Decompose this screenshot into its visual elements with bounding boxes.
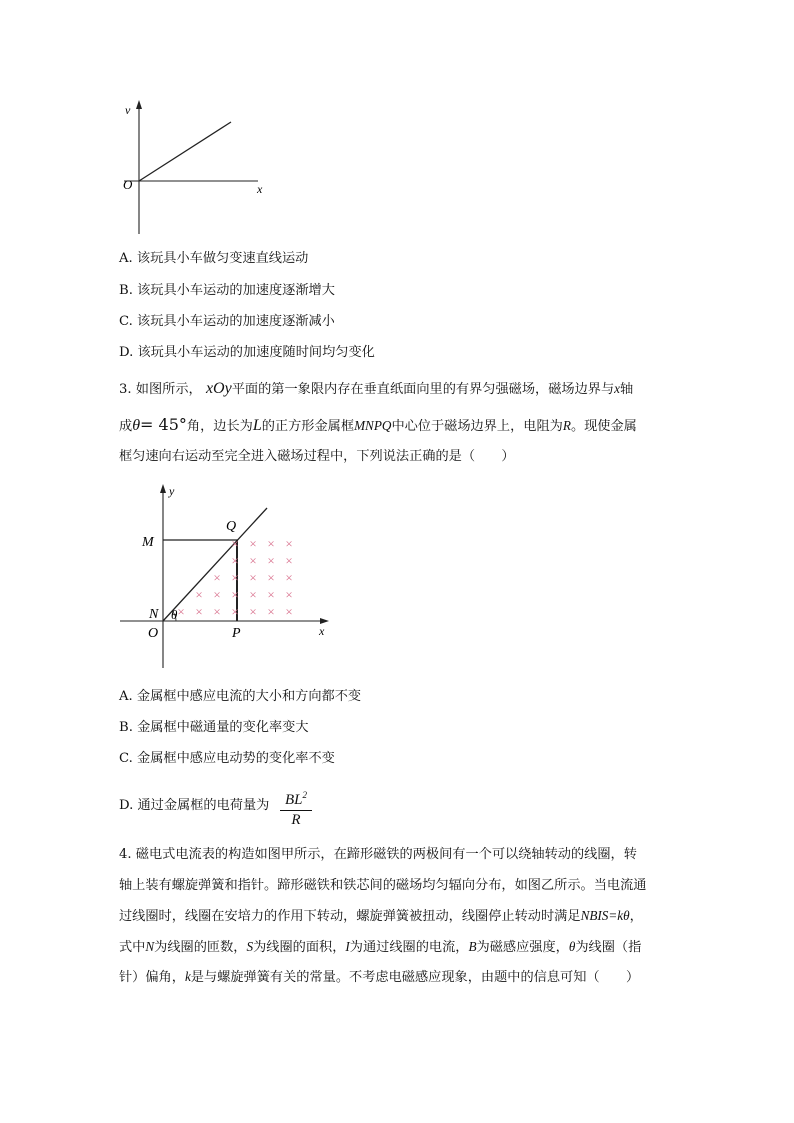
q4-stem-line3: 过线圈时，线圈在安培力的作用下转动，螺旋弹簧被扭动，线圈停止转动时满足NBIS=kθ， — [119, 908, 643, 924]
fig-label-p: P — [232, 626, 241, 641]
q3-option-c: C. 金属框中感应电动势的变化率不变 — [119, 751, 335, 766]
q3-option-b: B. 金属框中磁通量的变化率变大 — [119, 720, 309, 735]
field-cross: × — [267, 553, 275, 568]
graph-x-label: x — [257, 182, 263, 196]
field-cross: × — [249, 587, 257, 602]
field-cross: × — [231, 570, 239, 585]
q3-stem-line2: 成θ= 45°角，边长为L的正方形金属框MNPQ中心位于磁场边界上，电阻为R。现使金属 — [119, 415, 637, 434]
q2-option-c: C. 该玩具小车运动的加速度逐渐减小 — [119, 314, 335, 329]
fig-label-q: Q — [226, 519, 237, 534]
field-cross: × — [285, 587, 293, 602]
field-cross: × — [231, 587, 239, 602]
q3-option-d: D. 通过金属框的电荷量为 — [119, 798, 270, 813]
field-cross: × — [267, 604, 275, 619]
q2-option-a: A. 该玩具小车做匀变速直线运动 — [119, 251, 309, 266]
field-cross: × — [213, 587, 221, 602]
field-cross: × — [231, 536, 239, 551]
field-cross: × — [285, 604, 293, 619]
field-cross: × — [285, 536, 293, 551]
field-cross: × — [249, 553, 257, 568]
field-cross: × — [285, 553, 293, 568]
field-cross: × — [267, 536, 275, 551]
q4-stem-line4: 式中N为线圈的匝数，S为线圈的面积，I为通过线圈的电流，B为磁感应强度，θ为线圈（指 — [119, 939, 642, 955]
field-cross: × — [213, 604, 221, 619]
graph-origin-label: O — [123, 177, 133, 192]
field-cross: × — [177, 604, 185, 619]
fig-label-m: M — [142, 535, 154, 550]
v-x-graph — [118, 96, 278, 236]
q3-stem-line3: 框匀速向右运动至完全进入磁场过程中，下列说法正确的是（ ） — [119, 449, 515, 464]
field-cross: × — [231, 553, 239, 568]
charge-fraction: $BL^2$ R — [280, 787, 312, 829]
fig-x-label: x — [319, 624, 325, 638]
field-cross: × — [249, 604, 257, 619]
fig-label-o: O — [148, 626, 159, 641]
fig-label-theta: θ — [171, 607, 178, 622]
field-cross: × — [267, 587, 275, 602]
q3-stem-line1: 3. 如图所示， xOy平面的第一象限内存在垂直纸面向里的有界匀强磁场，磁场边界与x轴 — [119, 380, 634, 397]
q4-stem-line1: 4. 磁电式电流表的构造如图甲所示，在蹄形磁铁的两极间有一个可以绕轴转动的线圈，转 — [119, 847, 637, 862]
fig-label-n: N — [149, 607, 159, 622]
field-cross: × — [267, 570, 275, 585]
fig-y-label: y — [169, 484, 175, 498]
q4-stem-line2: 轴上装有螺旋弹簧和指针。蹄形磁铁和铁芯间的磁场均匀辐向分布，如图乙所示。当电流通 — [119, 878, 647, 893]
field-cross: × — [231, 604, 239, 619]
field-cross: × — [285, 570, 293, 585]
field-cross: × — [195, 587, 203, 602]
field-cross: × — [249, 570, 257, 585]
field-cross: × — [213, 570, 221, 585]
magnetic-field-figure — [118, 480, 338, 670]
field-cross: × — [195, 604, 203, 619]
q4-stem-line5: 针）偏角，k是与螺旋弹簧有关的常量。不考虑电磁感应现象，由题中的信息可知（ ） — [119, 969, 640, 985]
field-cross: × — [249, 536, 257, 551]
q3-option-a: A. 金属框中感应电流的大小和方向都不变 — [119, 689, 362, 704]
graph-y-label: v — [125, 103, 131, 117]
q2-option-d: D. 该玩具小车运动的加速度随时间均匀变化 — [119, 345, 375, 360]
q2-option-b: B. 该玩具小车运动的加速度逐渐增大 — [119, 283, 335, 298]
